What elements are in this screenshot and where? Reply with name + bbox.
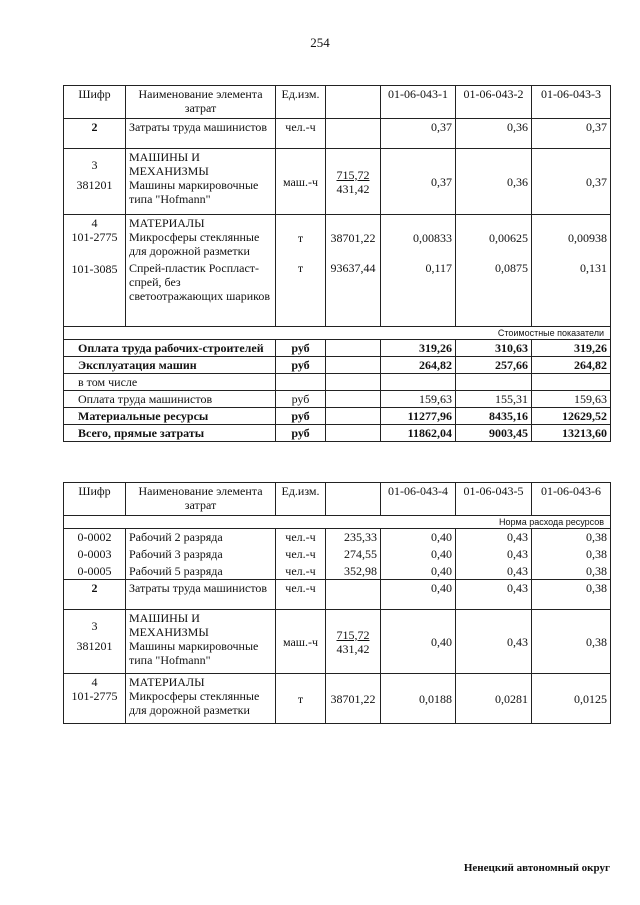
summary-value: 159,63 — [532, 391, 611, 408]
summary-row — [64, 340, 611, 357]
row-name — [126, 674, 276, 724]
resource-code: 381201 — [76, 639, 113, 653]
row-code — [64, 149, 126, 215]
table-row — [64, 529, 611, 580]
row-value: 0,40 — [381, 610, 456, 674]
summary-price — [326, 408, 381, 425]
summary-value: 12629,52 — [532, 408, 611, 425]
price-2: 93637,44 — [330, 261, 376, 275]
row-values — [456, 215, 532, 327]
summary-row — [64, 374, 611, 391]
worker-code: 0-0002 — [77, 530, 112, 544]
summary-price — [326, 425, 381, 442]
header-col-1: 01-06-043-4 — [381, 483, 456, 516]
summary-value: 159,63 — [381, 391, 456, 408]
resource-name: Машины маркировочные типа "Hofmann" — [129, 639, 259, 667]
header-unit: Ед.изм. — [276, 86, 326, 119]
resource-code: 101-3085 — [71, 262, 118, 276]
row-value: 0,40 — [381, 580, 456, 610]
worker-unit: чел.-ч — [285, 564, 316, 578]
resource-name: Микросферы стеклянные для дорожной разметки — [129, 689, 260, 717]
row-name — [126, 215, 276, 327]
summary-value: 264,82 — [532, 357, 611, 374]
row-value: 0,37 — [381, 119, 456, 149]
summary-value: 11862,04 — [381, 425, 456, 442]
summary-price — [326, 391, 381, 408]
row-value: 0,00833 — [413, 231, 452, 245]
summary-value: 310,63 — [456, 340, 532, 357]
worker-name: Рабочий 5 разряда — [129, 564, 223, 578]
summary-price — [326, 374, 381, 391]
row-name — [126, 149, 276, 215]
summary-price — [326, 340, 381, 357]
header-code: Шифр — [64, 483, 126, 516]
price-1: 38701,22 — [330, 231, 376, 245]
header-col-2: 01-06-043-5 — [456, 483, 532, 516]
section-title: МАШИНЫ И МЕХАНИЗМЫ — [129, 611, 209, 639]
summary-row — [64, 391, 611, 408]
row-value: 0,38 — [532, 580, 611, 610]
section-title: МАТЕРИАЛЫ — [129, 216, 205, 230]
summary-unit: руб — [276, 340, 326, 357]
caption: Норма расхода ресурсов — [64, 516, 611, 529]
summary-unit — [276, 374, 326, 391]
resource-code: 381201 — [76, 178, 113, 192]
table-row — [64, 119, 611, 149]
footer-region: Ненецкий автономный округ — [463, 862, 610, 874]
row-name: Затраты труда машинистов — [126, 119, 276, 149]
caption: Стоимостные показатели — [64, 327, 611, 340]
summary-value: 257,66 — [456, 357, 532, 374]
summary-row — [64, 357, 611, 374]
row-name — [126, 610, 276, 674]
summary-label: Материальные ресурсы — [64, 408, 276, 425]
row-value: 0,43 — [456, 580, 532, 610]
row-values — [381, 529, 456, 580]
worker-price: 352,98 — [344, 564, 377, 578]
row-value: 0,00625 — [489, 231, 528, 245]
resource-name: Спрей-пластик Роспласт-спрей, без светоотражающих шариков — [129, 261, 271, 303]
price-labor: 431,42 — [336, 641, 370, 656]
header-name: Наименование элемента затрат — [126, 86, 276, 119]
row-unit — [276, 215, 326, 327]
table-row — [64, 215, 611, 327]
summary-value: 8435,16 — [456, 408, 532, 425]
row-name — [126, 529, 276, 580]
resource-table-1 — [63, 85, 611, 442]
row-value: 0,43 — [507, 547, 528, 561]
header-price — [326, 483, 381, 516]
row-value: 0,38 — [532, 610, 611, 674]
table-header-row — [64, 483, 611, 516]
summary-label: Оплата труда рабочих-строителей — [64, 340, 276, 357]
row-code — [64, 674, 126, 724]
row-code — [64, 529, 126, 580]
unit-1: т — [297, 231, 304, 245]
caption-row — [64, 516, 611, 529]
price-labor: 431,42 — [336, 181, 370, 196]
header-unit: Ед.изм. — [276, 483, 326, 516]
row-value: 0,37 — [381, 149, 456, 215]
row-value: 0,43 — [507, 564, 528, 578]
row-price — [326, 149, 381, 215]
header-price — [326, 86, 381, 119]
row-price — [326, 215, 381, 327]
resource-name: Микросферы стеклянные для дорожной разметки — [129, 230, 260, 258]
summary-value — [381, 374, 456, 391]
summary-label: Оплата труда машинистов — [64, 391, 276, 408]
header-code: Шифр — [64, 86, 126, 119]
row-values — [532, 529, 611, 580]
row-code: 2 — [64, 119, 126, 149]
summary-value: 319,26 — [532, 340, 611, 357]
row-value: 0,0281 — [456, 674, 532, 724]
row-value: 0,38 — [586, 547, 607, 561]
summary-value — [456, 374, 532, 391]
row-value: 0,00938 — [568, 231, 607, 245]
row-value: 0,37 — [532, 149, 611, 215]
summary-value: 11277,96 — [381, 408, 456, 425]
row-price — [326, 529, 381, 580]
row-name: Затраты труда машинистов — [126, 580, 276, 610]
row-value: 0,131 — [580, 261, 607, 275]
row-value: 0,0188 — [381, 674, 456, 724]
row-unit: т — [276, 674, 326, 724]
section-code: 4 — [91, 216, 98, 230]
row-price — [326, 580, 381, 610]
summary-unit: руб — [276, 391, 326, 408]
section-title: МАШИНЫ И МЕХАНИЗМЫ — [129, 150, 209, 178]
worker-unit: чел.-ч — [285, 547, 316, 561]
summary-unit: руб — [276, 425, 326, 442]
row-code: 2 — [64, 580, 126, 610]
summary-label: в том числе — [64, 374, 276, 391]
worker-price: 235,33 — [344, 530, 377, 544]
section-code: 3 — [91, 619, 98, 633]
row-values — [456, 529, 532, 580]
caption-row — [64, 327, 611, 340]
price-main: 715,72 — [336, 627, 370, 642]
header-col-3: 01-06-043-3 — [532, 86, 611, 119]
row-value: 0,0875 — [495, 261, 528, 275]
row-value: 0,40 — [431, 564, 452, 578]
table-row — [64, 149, 611, 215]
row-unit: маш.-ч — [276, 149, 326, 215]
summary-row — [64, 425, 611, 442]
summary-label: Эксплуатация машин — [64, 357, 276, 374]
row-unit: маш.-ч — [276, 610, 326, 674]
summary-value: 155,31 — [456, 391, 532, 408]
summary-unit: руб — [276, 357, 326, 374]
summary-unit: руб — [276, 408, 326, 425]
section-code: 4 — [91, 675, 98, 689]
resource-name: Машины маркировочные типа "Hofmann" — [129, 178, 259, 206]
row-unit — [276, 529, 326, 580]
summary-row — [64, 408, 611, 425]
header-name: Наименование элемента затрат — [126, 483, 276, 516]
row-value: 0,43 — [456, 610, 532, 674]
resource-table-2 — [63, 482, 611, 724]
worker-name: Рабочий 2 разряда — [129, 530, 223, 544]
row-value: 0,0125 — [532, 674, 611, 724]
table-row — [64, 674, 611, 724]
row-price: 38701,22 — [326, 674, 381, 724]
price-main: 715,72 — [336, 167, 370, 182]
summary-value: 264,82 — [381, 357, 456, 374]
row-value: 0,37 — [532, 119, 611, 149]
row-code — [64, 610, 126, 674]
section-title: МАТЕРИАЛЫ — [129, 675, 205, 689]
page-number: 254 — [310, 35, 330, 50]
summary-value: 319,26 — [381, 340, 456, 357]
row-unit: чел.-ч — [276, 119, 326, 149]
worker-price: 274,55 — [344, 547, 377, 561]
row-value: 0,43 — [507, 530, 528, 544]
table-row — [64, 580, 611, 610]
unit-2: т — [297, 261, 304, 275]
row-value: 0,117 — [425, 261, 452, 275]
row-value: 0,40 — [431, 547, 452, 561]
row-price — [326, 119, 381, 149]
summary-value — [532, 374, 611, 391]
row-price — [326, 610, 381, 674]
row-unit: чел.-ч — [276, 580, 326, 610]
row-values — [381, 215, 456, 327]
row-value: 0,36 — [456, 119, 532, 149]
row-values — [532, 215, 611, 327]
table-row — [64, 610, 611, 674]
worker-code: 0-0003 — [77, 547, 112, 561]
table-header-row — [64, 86, 611, 119]
summary-value: 13213,60 — [532, 425, 611, 442]
resource-code: 101-2775 — [71, 230, 118, 244]
summary-label: Всего, прямые затраты — [64, 425, 276, 442]
summary-value: 9003,45 — [456, 425, 532, 442]
row-value: 0,38 — [586, 530, 607, 544]
header-col-3: 01-06-043-6 — [532, 483, 611, 516]
row-value: 0,38 — [586, 564, 607, 578]
header-col-2: 01-06-043-2 — [456, 86, 532, 119]
resource-code: 101-2775 — [71, 689, 118, 703]
summary-price — [326, 357, 381, 374]
row-value: 0,36 — [456, 149, 532, 215]
worker-unit: чел.-ч — [285, 530, 316, 544]
row-code — [64, 215, 126, 327]
header-col-1: 01-06-043-1 — [381, 86, 456, 119]
worker-code: 0-0005 — [77, 564, 112, 578]
section-code: 3 — [91, 158, 98, 172]
row-value: 0,40 — [431, 530, 452, 544]
worker-name: Рабочий 3 разряда — [129, 547, 223, 561]
